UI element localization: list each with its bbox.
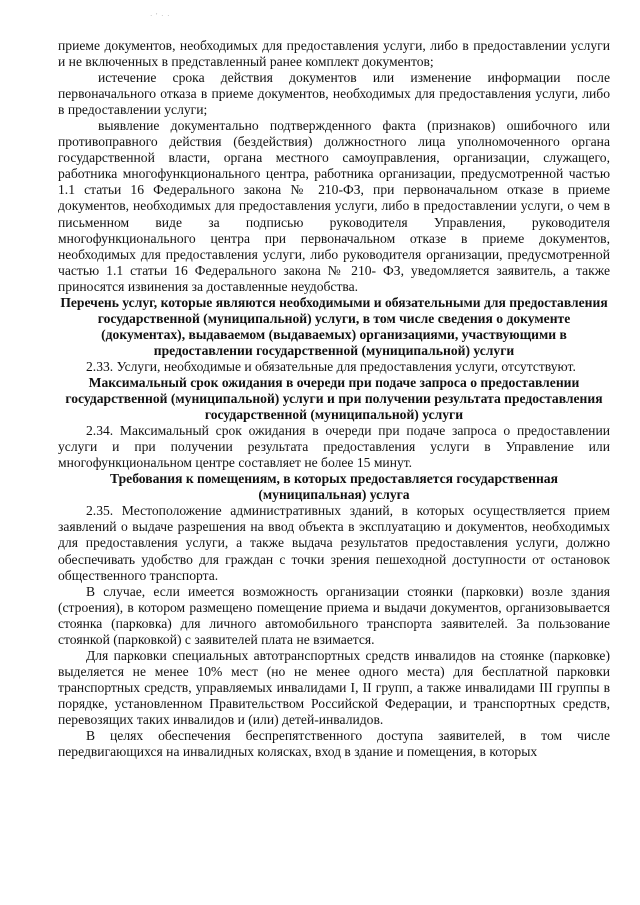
paragraph-continuation: приеме документов, необходимых для предоставления услуги, либо в предоставлении услуги и не включенных в представленный ранее комплект документов; (58, 38, 610, 70)
scan-mark: · ' · · (150, 12, 171, 20)
paragraph-error-detection: выявление документально подтвержденного факта (признаков) ошибочного или противоправного действия (бездействия) должностного лица уполномоченного органа государственной власти, органа местного самоуправления, организации, служащего, работника многофункционального центра, работника организации, предусмотренной частью 1.1 статьи 16 Федерального закона № 210-ФЗ, при первоначальном отказе в приеме документов, необходимых для предоставления услуги, либо в предоставлении услуги, о чем в письменном виде за подписью руководителя Управления, руководителя многофункционального центра при первоначальном отказе в приеме документов, необходимых для предоставления услуги, либо руководителя организации, предусмотренной частью 1.1 статьи 16 Федерального закона № 210- ФЗ, уведомляется заявитель, а также приносятся извинения за доставленные неудобства. (58, 118, 610, 294)
paragraph-2-35: 2.35. Местоположение административных зданий, в которых осуществляется прием заявлений о выдаче разрешения на ввод объекта в эксплуатацию и документов, необходимых для предоставления услуги, а также выдача результатов предоставления услуги, должно обеспечивать удобство для граждан с точки зрения пешеходной доступности от остановок общественного транспорта. (58, 503, 610, 583)
paragraph-parking: В случае, если имеется возможность организации стоянки (парковки) возле здания (строения), в котором размещено помещение приема и выдачи документов, организовывается стоянка (парковка) для личного автомобильного транспорта заявителей. За пользование стоянкой (парковкой) с заявителей плата не взимается. (58, 583, 610, 647)
paragraph-accessibility: В целях обеспечения беспрепятственного доступа заявителей, в том числе передвигающихся на инвалидных колясках, вход в здание и помещения, в которых (58, 728, 610, 760)
heading-required-services: Перечень услуг, которые являются необходимыми и обязательными для предоставления государственной (муниципальной) услуги, в том числе сведения о документе (документах), выдаваемом (выдаваемых) организациями, участвующими в предоставлении государственной (муниципальной) услуги (60, 294, 608, 358)
paragraph-expiry: истечение срока действия документов или изменение информации после первоначального отказа в приеме документов, необходимых для предоставления услуги, либо в предоставлении услуги; (58, 70, 610, 118)
paragraph-disabled-parking: Для парковки специальных автотранспортных средств инвалидов на стоянке (парковке) выделяется не менее 10% мест (но не менее одного места) для бесплатной парковки транспортных средств, управляемых инвалидами I, II групп, а также инвалидами III группы в порядке, установленном Правительством Российской Федерации, и транспортных средств, перевозящих таких инвалидов и (или) детей-инвалидов. (58, 647, 610, 727)
paragraph-2-34: 2.34. Максимальный срок ожидания в очереди при подаче запроса о предоставлении услуги и при получении результата предоставления услуги в Управление или многофункциональном центре составляет не более 15 минут. (58, 423, 610, 471)
paragraph-2-33: 2.33. Услуги, необходимые и обязательные для предоставления услуги, отсутствуют. (86, 358, 576, 374)
heading-max-wait-time: Максимальный срок ожидания в очереди при подаче запроса о предоставлении государственной (муниципальной) услуги и при получении результата предоставления государственной (муниципальной) услуги (65, 374, 603, 423)
heading-premises-requirements: Требования к помещениям, в которых предоставляется государственная (муниципальная) услуга (110, 471, 558, 503)
